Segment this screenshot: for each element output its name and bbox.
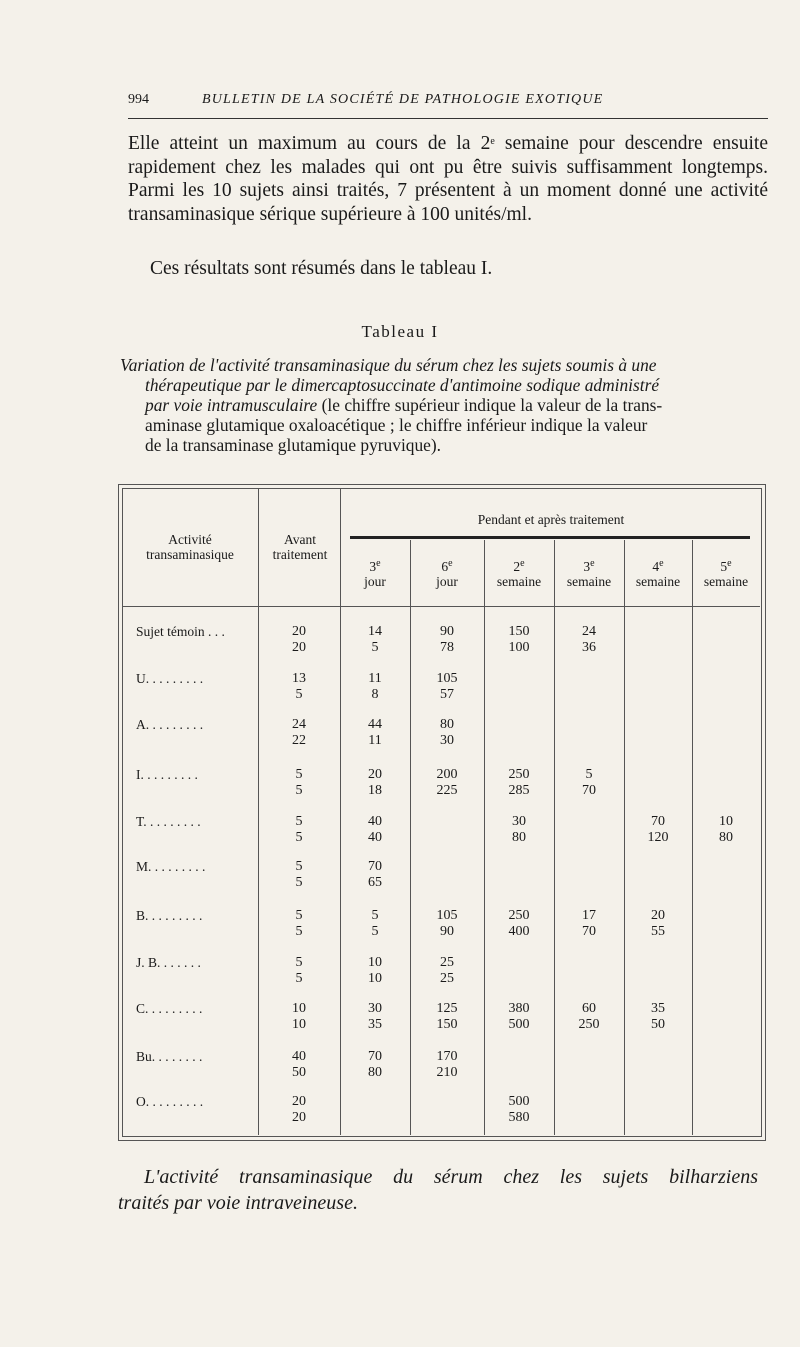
value-got: 25 bbox=[440, 955, 454, 970]
value-gpt: 20 bbox=[292, 1110, 306, 1125]
value-got: 5 bbox=[585, 767, 593, 782]
value-got: 150 bbox=[508, 624, 530, 639]
value-gpt: 5 bbox=[371, 640, 379, 655]
value-gpt: 55 bbox=[651, 924, 665, 939]
value-gpt: 580 bbox=[508, 1110, 530, 1125]
col-divider bbox=[692, 540, 693, 1135]
value-gpt: 400 bbox=[508, 924, 530, 939]
value-got: 250 bbox=[508, 908, 530, 923]
value-got: 11 bbox=[368, 671, 382, 686]
data-table bbox=[118, 484, 766, 1141]
table-title: Tableau I bbox=[361, 322, 439, 341]
col-divider bbox=[258, 488, 259, 1135]
value-got: 24 bbox=[292, 717, 306, 732]
value-gpt: 36 bbox=[582, 640, 596, 655]
value-gpt: 70 bbox=[582, 783, 596, 798]
header-before-treatment: Avant traitement bbox=[272, 532, 328, 562]
value-got: 40 bbox=[368, 814, 382, 829]
value-gpt: 150 bbox=[436, 1017, 458, 1032]
value-got: 80 bbox=[440, 717, 454, 732]
value-gpt: 5 bbox=[295, 830, 303, 845]
value-gpt: 500 bbox=[508, 1017, 530, 1032]
value-gpt: 10 bbox=[292, 1017, 306, 1032]
value-got: 70 bbox=[368, 859, 382, 874]
value-gpt: 5 bbox=[295, 687, 303, 702]
value-got: 5 bbox=[295, 955, 303, 970]
value-gpt: 5 bbox=[371, 924, 379, 939]
value-got: 5 bbox=[295, 767, 303, 782]
value-gpt: 120 bbox=[647, 830, 669, 845]
value-got: 125 bbox=[436, 1001, 458, 1016]
value-got: 14 bbox=[368, 624, 382, 639]
value-got: 60 bbox=[582, 1001, 596, 1016]
value-gpt: 5 bbox=[295, 875, 303, 890]
period-header: 4e semaine bbox=[635, 558, 681, 589]
value-gpt: 50 bbox=[651, 1017, 665, 1032]
value-gpt: 210 bbox=[436, 1065, 458, 1080]
col-divider bbox=[624, 540, 625, 1135]
header-rule-bottom bbox=[122, 606, 760, 607]
value-gpt: 18 bbox=[368, 783, 382, 798]
value-got: 170 bbox=[436, 1049, 458, 1064]
col-divider bbox=[554, 540, 555, 1135]
period-header: 5e semaine bbox=[703, 558, 749, 589]
value-gpt: 65 bbox=[368, 875, 382, 890]
row-label: A. . . . . . . . . bbox=[136, 717, 204, 732]
value-got: 5 bbox=[295, 814, 303, 829]
value-got: 70 bbox=[368, 1049, 382, 1064]
value-got: 20 bbox=[292, 624, 306, 639]
value-got: 250 bbox=[508, 767, 530, 782]
value-gpt: 100 bbox=[508, 640, 530, 655]
value-gpt: 90 bbox=[440, 924, 454, 939]
value-got: 20 bbox=[651, 908, 665, 923]
value-got: 44 bbox=[368, 717, 382, 732]
value-gpt: 5 bbox=[295, 783, 303, 798]
value-gpt: 250 bbox=[578, 1017, 600, 1032]
value-got: 10 bbox=[292, 1001, 306, 1016]
value-got: 20 bbox=[292, 1094, 306, 1109]
value-got: 70 bbox=[651, 814, 665, 829]
value-got: 90 bbox=[440, 624, 454, 639]
row-label: C. . . . . . . . . bbox=[136, 1001, 203, 1016]
group-brace bbox=[350, 536, 750, 539]
body-paragraph-1: Elle atteint un maximum au cours de la 2e semaine pour descendre ensuite rapidement chez les malades qui ont pu être suivis suffisamment longtemps. Parmi les 10 sujets ainsi traités, 7 présentent à un moment donné une activité transaminasique sérique supérieure à 100 unités/ml. bbox=[128, 133, 768, 225]
value-gpt: 5 bbox=[295, 924, 303, 939]
running-title: BULLETIN DE LA SOCIÉTÉ DE PATHOLOGIE EXOTIQUE bbox=[202, 92, 604, 107]
value-gpt: 78 bbox=[440, 640, 454, 655]
value-gpt: 10 bbox=[368, 971, 382, 986]
value-gpt: 285 bbox=[508, 783, 530, 798]
value-gpt: 80 bbox=[368, 1065, 382, 1080]
col-divider bbox=[410, 540, 411, 1135]
section-heading: L'activité transaminasique du sérum chez les sujets bilharziens traités par voie intraveineuse. bbox=[118, 1166, 758, 1214]
row-label: I. . . . . . . . . bbox=[136, 767, 198, 782]
value-got: 5 bbox=[371, 908, 379, 923]
period-header: 2e semaine bbox=[496, 558, 542, 589]
value-gpt: 20 bbox=[292, 640, 306, 655]
row-label: B. . . . . . . . . bbox=[136, 908, 203, 923]
row-label: M. . . . . . . . . bbox=[136, 859, 206, 874]
row-label: Bu. . . . . . . . bbox=[136, 1049, 203, 1064]
value-gpt: 225 bbox=[436, 783, 458, 798]
value-got: 5 bbox=[295, 859, 303, 874]
row-label: O. . . . . . . . . bbox=[136, 1094, 204, 1109]
period-header: 3e semaine bbox=[566, 558, 612, 589]
value-gpt: 70 bbox=[582, 924, 596, 939]
value-got: 20 bbox=[368, 767, 382, 782]
value-got: 24 bbox=[582, 624, 596, 639]
value-gpt: 11 bbox=[368, 733, 382, 748]
value-got: 500 bbox=[508, 1094, 530, 1109]
value-gpt: 50 bbox=[292, 1065, 306, 1080]
value-gpt: 5 bbox=[295, 971, 303, 986]
value-got: 5 bbox=[295, 908, 303, 923]
header-group: Pendant et après traitement bbox=[477, 512, 625, 527]
header-activity: Activité transaminasique bbox=[146, 532, 234, 562]
value-gpt: 40 bbox=[368, 830, 382, 845]
value-got: 40 bbox=[292, 1049, 306, 1064]
value-got: 380 bbox=[508, 1001, 530, 1016]
value-got: 105 bbox=[436, 671, 458, 686]
value-got: 30 bbox=[512, 814, 526, 829]
value-got: 35 bbox=[651, 1001, 665, 1016]
header-rule bbox=[128, 118, 768, 119]
value-gpt: 80 bbox=[719, 830, 733, 845]
value-gpt: 22 bbox=[292, 733, 306, 748]
value-got: 17 bbox=[582, 908, 596, 923]
value-got: 200 bbox=[436, 767, 458, 782]
period-header: 6e jour bbox=[436, 558, 458, 589]
col-divider bbox=[484, 540, 485, 1135]
row-label: Sujet témoin . . . bbox=[136, 624, 225, 639]
value-gpt: 80 bbox=[512, 830, 526, 845]
row-label: U. . . . . . . . . bbox=[136, 671, 204, 686]
value-gpt: 57 bbox=[440, 687, 454, 702]
value-got: 105 bbox=[436, 908, 458, 923]
value-gpt: 35 bbox=[368, 1017, 382, 1032]
value-gpt: 30 bbox=[440, 733, 454, 748]
value-got: 10 bbox=[368, 955, 382, 970]
value-got: 30 bbox=[368, 1001, 382, 1016]
table-caption: Variation de l'activité transaminasique du sérum chez les sujets soumis à une thérapeutique par le dimercaptosuccinate d'antimoine sodique administré par voie intramusculaire (le chiffre supérieur indique la valeur de la trans- aminase glutamique oxaloacétique ; le chiffre inférieur indique la valeur de la transaminase glutamique pyruvique). bbox=[120, 355, 663, 455]
value-gpt: 8 bbox=[371, 687, 379, 702]
body-paragraph-2: Ces résultats sont résumés dans le tableau I. bbox=[150, 258, 493, 279]
value-gpt: 25 bbox=[440, 971, 454, 986]
row-label: T. . . . . . . . . bbox=[136, 814, 201, 829]
row-label: J. B. . . . . . . bbox=[136, 955, 201, 970]
value-got: 13 bbox=[292, 671, 306, 686]
value-got: 10 bbox=[719, 814, 733, 829]
page-number: 994 bbox=[128, 92, 149, 107]
period-header: 3e jour bbox=[364, 558, 386, 589]
